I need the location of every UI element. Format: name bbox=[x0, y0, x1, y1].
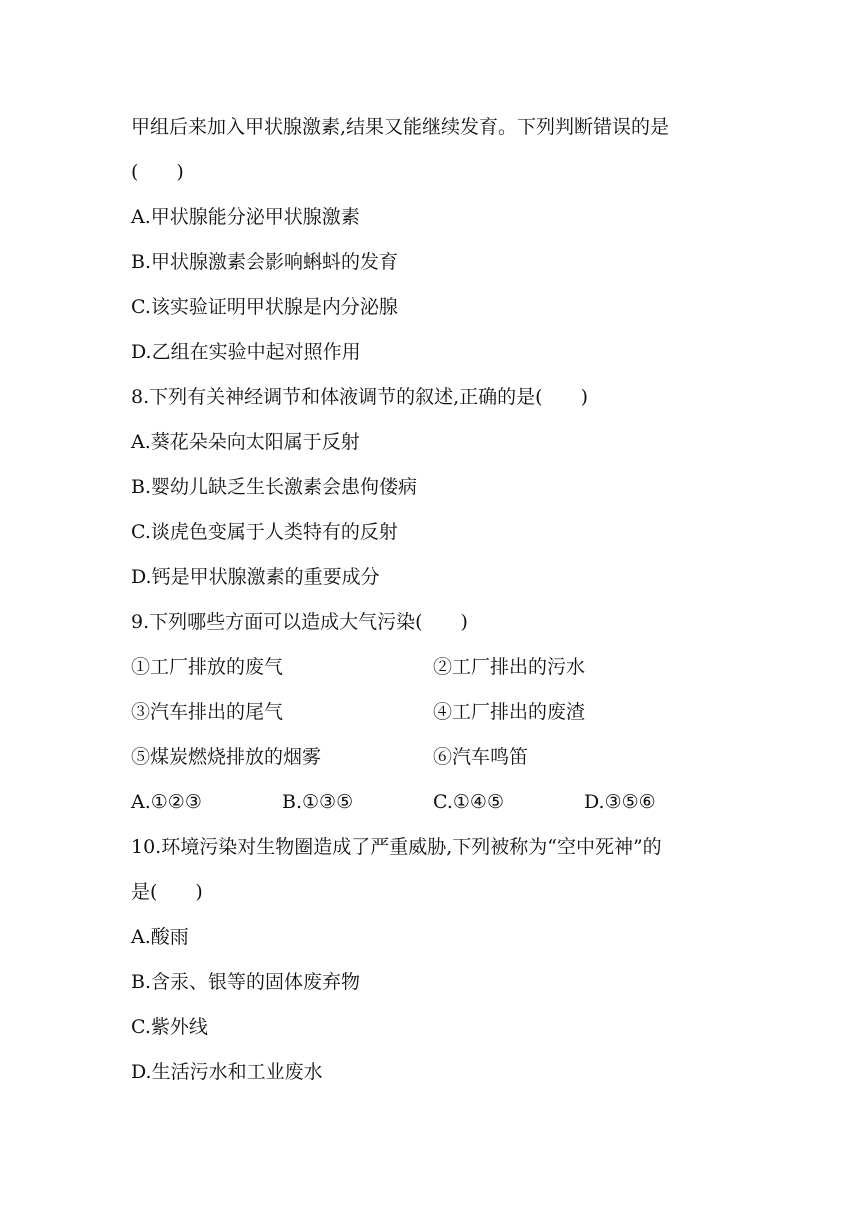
q7-stem-line2: ( ) bbox=[131, 161, 184, 183]
q7-option-b: B.甲状腺激素会影响蝌蚪的发育 bbox=[131, 251, 399, 273]
q9-item-5: ⑤煤炭燃烧排放的烟雾 bbox=[131, 746, 322, 768]
q7-option-d: D.乙组在实验中起对照作用 bbox=[131, 341, 361, 363]
q8-option-b: B.婴幼儿缺乏生长激素会患佝偻病 bbox=[131, 476, 418, 498]
q9-item-1: ①工厂排放的废气 bbox=[131, 656, 284, 678]
q10-option-c: C.紫外线 bbox=[131, 1016, 208, 1038]
q10-stem-line1: 10.环境污染对生物圈造成了严重威胁,下列被称为“空中死神”的 bbox=[131, 836, 662, 858]
q9-item-3: ③汽车排出的尾气 bbox=[131, 701, 284, 723]
q8-option-d: D.钙是甲状腺激素的重要成分 bbox=[131, 566, 380, 588]
q9-item-2: ②工厂排出的污水 bbox=[433, 656, 586, 678]
q10-stem-line2: 是( ) bbox=[131, 881, 203, 903]
q9-item-4: ④工厂排出的废渣 bbox=[433, 701, 586, 723]
q7-stem-line1: 甲组后来加入甲状腺激素,结果又能继续发育。下列判断错误的是 bbox=[131, 116, 670, 138]
q10-option-a: A.酸雨 bbox=[131, 926, 189, 948]
q10-option-b: B.含汞、银等的固体废弃物 bbox=[131, 971, 361, 993]
q9-choice-a: A.①②③ bbox=[131, 791, 202, 813]
q7-option-a: A.甲状腺能分泌甲状腺激素 bbox=[131, 206, 360, 228]
q9-stem: 9.下列哪些方面可以造成大气污染( ) bbox=[131, 611, 468, 633]
q7-option-c: C.该实验证明甲状腺是内分泌腺 bbox=[131, 296, 398, 318]
q9-item-6: ⑥汽车鸣笛 bbox=[433, 746, 529, 768]
q8-stem: 8.下列有关神经调节和体液调节的叙述,正确的是( ) bbox=[131, 386, 588, 408]
q9-choice-c: C.①④⑤ bbox=[433, 791, 504, 813]
q10-option-d: D.生活污水和工业废水 bbox=[131, 1061, 323, 1083]
q8-option-a: A.葵花朵朵向太阳属于反射 bbox=[131, 431, 360, 453]
q9-choice-d: D.③⑤⑥ bbox=[584, 791, 656, 813]
q9-choice-b: B.①③⑤ bbox=[282, 791, 354, 813]
q8-option-c: C.谈虎色变属于人类特有的反射 bbox=[131, 521, 398, 543]
